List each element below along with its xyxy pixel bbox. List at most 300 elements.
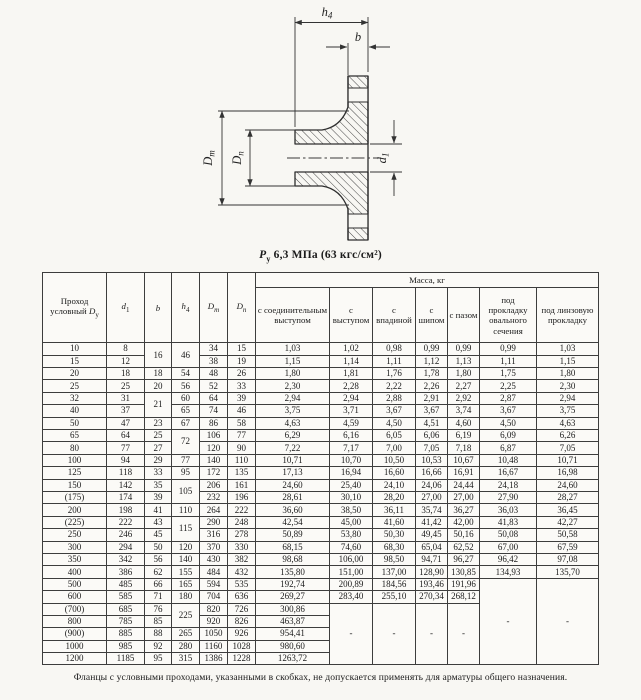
table-cell: 137,00: [373, 566, 416, 578]
table-cell: 62: [145, 566, 172, 578]
table-cell: 80: [43, 442, 107, 454]
table-cell: 382: [228, 553, 256, 565]
table-cell: 342: [107, 553, 145, 565]
table-cell: 24,60: [256, 479, 330, 491]
table-cell: 400: [43, 566, 107, 578]
table-cell: 100: [43, 454, 107, 466]
table-cell: 97,08: [537, 553, 599, 565]
table-cell: (900): [43, 628, 107, 640]
table-cell: 4,63: [256, 417, 330, 429]
table-cell: 94,71: [416, 553, 448, 565]
table-cell: 1,11: [480, 355, 537, 367]
table-cell: 135: [228, 467, 256, 479]
table-cell: 36,60: [256, 504, 330, 516]
table-cell: 95: [145, 653, 172, 665]
table-cell: 6,16: [330, 430, 373, 442]
dim-label-dm: $D_m$: [201, 150, 217, 166]
table-cell: 1,75: [480, 368, 537, 380]
table-cell: 16,94: [330, 467, 373, 479]
table-cell: 165: [172, 578, 200, 590]
pressure-value: 6,3 МПа (63 кгс/см²): [273, 249, 382, 261]
column-header: с пазом: [448, 288, 480, 343]
table-cell: 42,27: [537, 516, 599, 528]
table-cell: 40: [43, 405, 107, 417]
table-cell: 585: [107, 591, 145, 603]
table-cell: 53,80: [330, 529, 373, 541]
table-cell: 255,10: [373, 591, 416, 603]
table-cell: 18: [145, 368, 172, 380]
table-cell: 315: [172, 653, 200, 665]
table-row: [43, 504, 599, 516]
table-cell: 193,46: [416, 578, 448, 590]
table-cell: 1,80: [537, 368, 599, 380]
table-cell: 50,58: [537, 529, 599, 541]
table-cell: 2,94: [537, 392, 599, 404]
table-cell: 1,80: [256, 368, 330, 380]
table-cell: 60: [172, 392, 200, 404]
table-cell: 20: [145, 380, 172, 392]
table-cell: 7,22: [256, 442, 330, 454]
table-cell: 28,61: [256, 491, 330, 503]
table-cell: 2,26: [416, 380, 448, 392]
table-cell: 134,93: [480, 566, 537, 578]
table-cell: (175): [43, 491, 107, 503]
table-cell: 10,50: [373, 454, 416, 466]
table-cell: 269,27: [256, 591, 330, 603]
table-cell: 125: [43, 467, 107, 479]
table-cell: 7,18: [448, 442, 480, 454]
flange-dimensions-table: [42, 272, 599, 665]
table-cell: 500: [43, 578, 107, 590]
table-cell: 180: [172, 591, 200, 603]
table-cell: 4,60: [448, 417, 480, 429]
table-cell: 2,91: [416, 392, 448, 404]
column-header: под линзовую прокладку: [537, 288, 599, 343]
dim-label-d1: $d_1$: [375, 152, 391, 164]
table-cell: 1200: [43, 653, 107, 665]
table-cell: 1,02: [330, 343, 373, 355]
table-cell: 12: [107, 355, 145, 367]
table-cell: 1,15: [537, 355, 599, 367]
table-cell: 484: [200, 566, 228, 578]
table-cell: 18: [107, 368, 145, 380]
table-cell: 142: [107, 479, 145, 491]
table-cell: 200: [43, 504, 107, 516]
table-cell: 128,90: [416, 566, 448, 578]
table-cell: 85: [145, 615, 172, 627]
table-cell: 330: [228, 541, 256, 553]
table-cell: 6,09: [480, 430, 537, 442]
table-cell: 985: [107, 640, 145, 652]
table-cell: 316: [200, 529, 228, 541]
table-cell: 29: [145, 454, 172, 466]
table-cell: 294: [107, 541, 145, 553]
table-cell: 885: [107, 628, 145, 640]
table-cell: 10,70: [330, 454, 373, 466]
table-cell: 535: [228, 578, 256, 590]
table-cell: 34: [200, 343, 228, 355]
table-cell: 172: [200, 467, 228, 479]
table-cell: 10,53: [416, 454, 448, 466]
table-cell: 36,11: [373, 504, 416, 516]
footnote: Фланцы с условными проходами, указанными в скобках, не допускается применять для арматуры общего назначения.: [73, 672, 568, 684]
dim-label-h4: $h_4$: [321, 5, 333, 21]
table-cell: 43: [145, 516, 172, 528]
table-cell: -: [448, 603, 480, 665]
table-cell: 161: [228, 479, 256, 491]
table-cell: 2,30: [256, 380, 330, 392]
table-cell: 3,71: [330, 405, 373, 417]
table-cell: 151,00: [330, 566, 373, 578]
table-cell: 7,05: [416, 442, 448, 454]
table-cell: 150: [43, 479, 107, 491]
table-cell: 110: [228, 454, 256, 466]
table-cell: 1,11: [373, 355, 416, 367]
table-row: [43, 491, 599, 503]
table-cell: 1,78: [416, 368, 448, 380]
table-cell: 196: [228, 491, 256, 503]
table-cell: 106: [200, 430, 228, 442]
table-cell: 3,75: [537, 405, 599, 417]
table-cell: 10,71: [537, 454, 599, 466]
table-cell: 370: [200, 541, 228, 553]
table-cell: 280: [172, 640, 200, 652]
table-cell: 386: [107, 566, 145, 578]
table-cell: 98,50: [373, 553, 416, 565]
table-cell: 2,88: [373, 392, 416, 404]
table-row: [43, 355, 599, 367]
pressure-symbol: P: [259, 249, 267, 261]
table-row: [43, 368, 599, 380]
table-cell: 3,67: [416, 405, 448, 417]
table-cell: 24,60: [537, 479, 599, 491]
table-cell: 278: [228, 529, 256, 541]
table-cell: 222: [107, 516, 145, 528]
table-cell: 174: [107, 491, 145, 503]
table-cell: 155: [172, 566, 200, 578]
dim-label-b: b: [354, 30, 362, 44]
table-cell: 16,98: [537, 467, 599, 479]
table-cell: 4,50: [480, 417, 537, 429]
table-cell: 135,70: [537, 566, 599, 578]
table-row: [43, 479, 599, 491]
table-cell: 36,27: [448, 504, 480, 516]
table-cell: 0,98: [373, 343, 416, 355]
bolt-hole-bottom: [347, 214, 368, 228]
table-cell: 71: [145, 591, 172, 603]
table-cell: 27: [145, 442, 172, 454]
table-cell: 35,74: [416, 504, 448, 516]
table-cell: 1,76: [373, 368, 416, 380]
table-cell: 6,05: [373, 430, 416, 442]
table-cell: 24,10: [373, 479, 416, 491]
table-cell: 31: [107, 392, 145, 404]
table-cell: -: [330, 603, 373, 665]
column-header: $D_m$: [200, 273, 228, 343]
table-cell: 246: [107, 529, 145, 541]
table-cell: 24,44: [448, 479, 480, 491]
column-header: $d_1$: [107, 273, 145, 343]
table-cell: 98,68: [256, 553, 330, 565]
table-cell: 25: [43, 380, 107, 392]
table-cell: -: [416, 603, 448, 665]
table-cell: 1028: [228, 640, 256, 652]
table-cell: 198: [107, 504, 145, 516]
table-cell: 62,52: [448, 541, 480, 553]
table-cell: (700): [43, 603, 107, 615]
table-cell: 130,85: [448, 566, 480, 578]
table-cell: 92: [145, 640, 172, 652]
table-cell: 27,00: [448, 491, 480, 503]
column-header: с шипом: [416, 288, 448, 343]
table-row: [43, 405, 599, 417]
table-cell: 50: [145, 541, 172, 553]
table-cell: 10: [43, 343, 107, 355]
table-cell: 3,74: [448, 405, 480, 417]
table-cell: 191,96: [448, 578, 480, 590]
table-cell: 45: [145, 529, 172, 541]
table-cell: 50: [43, 417, 107, 429]
table-row: [43, 516, 599, 528]
table-cell: 4,63: [537, 417, 599, 429]
table-cell: 115: [172, 516, 200, 541]
pressure-symbol-sub: у: [266, 254, 271, 264]
table-cell: 0,99: [480, 343, 537, 355]
table-cell: 800: [43, 615, 107, 627]
table-cell: 50,89: [256, 529, 330, 541]
table-cell: 105: [172, 479, 200, 504]
table-cell: 485: [107, 578, 145, 590]
table-row: [43, 343, 599, 355]
table-cell: 45,00: [330, 516, 373, 528]
table-cell: 48: [200, 368, 228, 380]
table-cell: 77: [228, 430, 256, 442]
table-cell: 25: [107, 380, 145, 392]
table-cell: 0,99: [416, 343, 448, 355]
table-cell: 140: [200, 454, 228, 466]
table-cell: 27,90: [480, 491, 537, 503]
table-cell: 46: [228, 405, 256, 417]
table-cell: 46: [172, 343, 200, 368]
dim-label-dn: $D_n$: [230, 151, 246, 165]
table-row: [43, 430, 599, 442]
table-cell: 192,74: [256, 578, 330, 590]
table-cell: 67,59: [537, 541, 599, 553]
table-cell: 77: [172, 454, 200, 466]
table-cell: 6,29: [256, 430, 330, 442]
table-cell: 10,67: [448, 454, 480, 466]
table-row: [43, 417, 599, 429]
table-cell: 64: [200, 392, 228, 404]
table-cell: 16,60: [373, 467, 416, 479]
table-cell: 1,14: [330, 355, 373, 367]
table-cell: 250: [43, 529, 107, 541]
table-cell: 21: [145, 392, 172, 417]
table-cell: 118: [107, 467, 145, 479]
table-cell: 67,00: [480, 541, 537, 553]
table-cell: 17,13: [256, 467, 330, 479]
column-header: под прокладку овального сечения: [480, 288, 537, 343]
table-cell: 72: [172, 430, 200, 455]
table-cell: 50,30: [373, 529, 416, 541]
column-header: Проход условный $D_у$: [43, 273, 107, 343]
table-cell: 27,00: [416, 491, 448, 503]
table-cell: 926: [228, 628, 256, 640]
table-cell: 96,42: [480, 553, 537, 565]
table-cell: 2,94: [256, 392, 330, 404]
table-cell: 704: [200, 591, 228, 603]
table-cell: 16: [145, 343, 172, 368]
column-header: $h_4$: [172, 273, 200, 343]
table-cell: 135,80: [256, 566, 330, 578]
table-cell: 10,48: [480, 454, 537, 466]
table-cell: 636: [228, 591, 256, 603]
table-cell: 980,60: [256, 640, 330, 652]
table-cell: 225: [172, 603, 200, 628]
table-cell: 68,15: [256, 541, 330, 553]
table-cell: 120: [172, 541, 200, 553]
table-cell: (225): [43, 516, 107, 528]
table-cell: 77: [107, 442, 145, 454]
table-cell: 42,00: [448, 516, 480, 528]
table-cell: 2,87: [480, 392, 537, 404]
bolt-hole-top: [347, 88, 368, 102]
column-header: $D_n$: [228, 273, 256, 343]
table-cell: 23: [145, 417, 172, 429]
table-cell: 67: [172, 417, 200, 429]
table-cell: 265: [172, 628, 200, 640]
table-cell: 820: [200, 603, 228, 615]
table-cell: 300,86: [256, 603, 330, 615]
table-cell: 10,71: [256, 454, 330, 466]
table-cell: 37: [107, 405, 145, 417]
table-cell: 42,54: [256, 516, 330, 528]
table-cell: 1000: [43, 640, 107, 652]
table-cell: 2,94: [330, 392, 373, 404]
table-cell: 2,30: [537, 380, 599, 392]
table-head: [43, 273, 599, 343]
table-cell: 16,91: [448, 467, 480, 479]
table-cell: 86: [200, 417, 228, 429]
table-cell: 1263,72: [256, 653, 330, 665]
table-cell: 1185: [107, 653, 145, 665]
column-header: с соединительным выступом: [256, 288, 330, 343]
table-cell: 41,83: [480, 516, 537, 528]
table-cell: 4,50: [373, 417, 416, 429]
table-cell: 35: [145, 479, 172, 491]
table-cell: 184,56: [373, 578, 416, 590]
table-cell: 1160: [200, 640, 228, 652]
flange-section-drawing: [0, 0, 641, 242]
table-cell: 16,67: [480, 467, 537, 479]
table-cell: 38: [200, 355, 228, 367]
table-cell: 38,50: [330, 504, 373, 516]
dimension-b: [326, 43, 390, 75]
table-cell: 110: [172, 504, 200, 516]
table-cell: 222: [228, 504, 256, 516]
table-row: [43, 529, 599, 541]
table-cell: 232: [200, 491, 228, 503]
table-cell: 7,17: [330, 442, 373, 454]
table-cell: 268,12: [448, 591, 480, 603]
table-cell: 3,75: [256, 405, 330, 417]
table-cell: 20: [43, 368, 107, 380]
table-cell: 1228: [228, 653, 256, 665]
table-cell: 200,89: [330, 578, 373, 590]
table-row: [43, 392, 599, 404]
table-cell: 26: [228, 368, 256, 380]
table-cell: 1,80: [448, 368, 480, 380]
table-cell: 25,40: [330, 479, 373, 491]
table-row: [43, 553, 599, 565]
table-cell: 2,28: [330, 380, 373, 392]
table-cell: 300: [43, 541, 107, 553]
table-cell: 2,25: [480, 380, 537, 392]
table-cell: 1,03: [256, 343, 330, 355]
table-cell: 3,67: [373, 405, 416, 417]
table-cell: 15: [228, 343, 256, 355]
table-cell: 4,59: [330, 417, 373, 429]
table-cell: 54: [172, 368, 200, 380]
table-cell: 50,08: [480, 529, 537, 541]
table-cell: 65: [43, 430, 107, 442]
table-cell: 28,27: [537, 491, 599, 503]
table-cell: 2,92: [448, 392, 480, 404]
table-cell: 6,19: [448, 430, 480, 442]
table-cell: 30,10: [330, 491, 373, 503]
table-cell: 3,67: [480, 405, 537, 417]
table-cell: 49,45: [416, 529, 448, 541]
table-cell: 41,42: [416, 516, 448, 528]
table-cell: 47: [107, 417, 145, 429]
table-cell: 463,87: [256, 615, 330, 627]
table-cell: -: [373, 603, 416, 665]
table-cell: 41: [145, 504, 172, 516]
table-cell: 0,99: [448, 343, 480, 355]
table-cell: 25: [145, 430, 172, 442]
mass-header: Масса, кг: [256, 273, 599, 288]
table-row: [43, 380, 599, 392]
table-cell: 41,60: [373, 516, 416, 528]
table-cell: 1386: [200, 653, 228, 665]
table-cell: 39: [145, 491, 172, 503]
table-cell: 920: [200, 615, 228, 627]
table-row: [43, 541, 599, 553]
table-cell: 430: [200, 553, 228, 565]
table-cell: -: [480, 578, 537, 665]
table-cell: 1,15: [256, 355, 330, 367]
table-cell: 74: [200, 405, 228, 417]
table-cell: 68,30: [373, 541, 416, 553]
table-cell: 290: [200, 516, 228, 528]
pressure-caption: [0, 249, 641, 263]
table-row: [43, 566, 599, 578]
table-cell: 28,20: [373, 491, 416, 503]
table-cell: 32: [43, 392, 107, 404]
table-cell: 90: [228, 442, 256, 454]
table-cell: 120: [200, 442, 228, 454]
table-cell: 16,66: [416, 467, 448, 479]
column-header: с впадиной: [373, 288, 416, 343]
table-cell: 36,45: [537, 504, 599, 516]
flange-bottom-section: [295, 172, 368, 240]
table-cell: 64: [107, 430, 145, 442]
table-row: [43, 454, 599, 466]
table-cell: 6,26: [537, 430, 599, 442]
table-cell: 785: [107, 615, 145, 627]
table-cell: 1,81: [330, 368, 373, 380]
table-cell: 685: [107, 603, 145, 615]
